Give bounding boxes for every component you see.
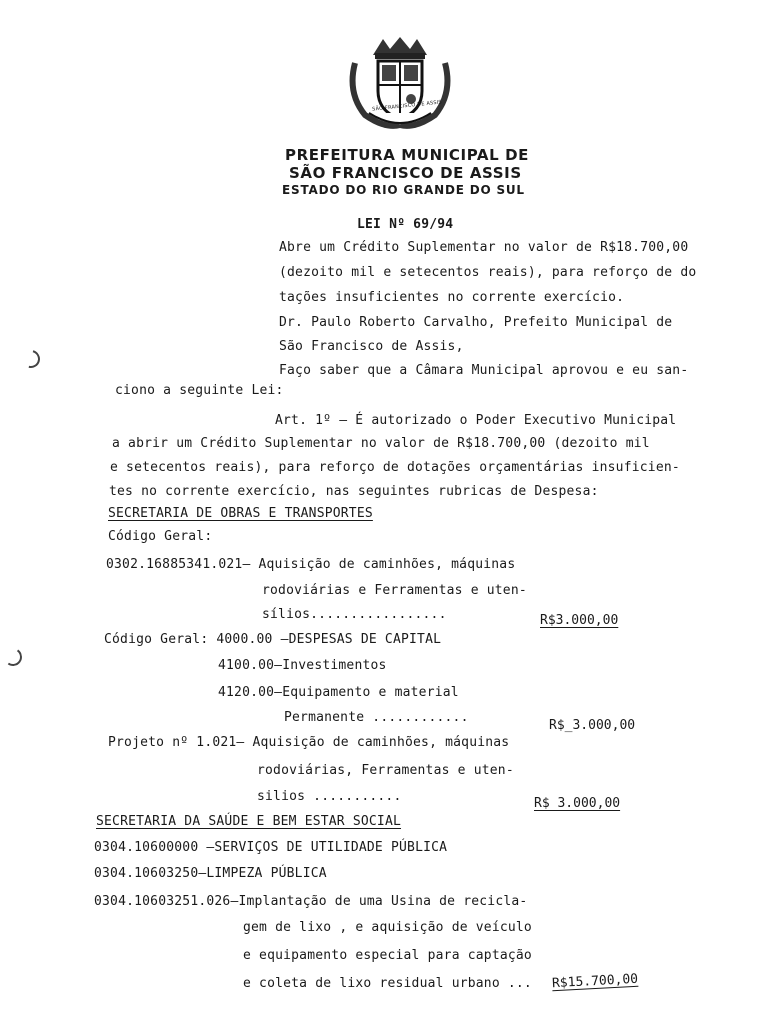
header-line-2: SÃO FRANCISCO DE ASSIS <box>289 164 522 182</box>
ementa-line-2: (dezoito mil e setecentos reais), para reforço de do <box>279 265 697 280</box>
crest-scroll-text: SÃO FRANCISCO DE ASSIS <box>371 99 443 113</box>
codigo-geral-label: Código Geral: <box>108 529 213 544</box>
usina-line-4: e coleta de lixo residual urbano ... <box>243 976 532 991</box>
section-title-obras: SECRETARIA DE OBRAS E TRANSPORTES <box>108 506 373 521</box>
permanente-line: Permanente ............ <box>284 710 469 725</box>
art1-line-2: a abrir um Crédito Suplementar no valor de R$18.700,00 (dezoito mil <box>112 436 650 451</box>
investimentos-line: 4100.00–Investimentos <box>218 658 387 673</box>
ementa-line-3: tações insuficientes no corrente exercício. <box>279 290 625 305</box>
intro-line-2: ciono a seguinte Lei: <box>115 383 284 398</box>
header-line-1: PREFEITURA MUNICIPAL DE <box>285 146 529 164</box>
item1-line-1: 0302.16885341.021– Aquisição de caminhões, máquinas <box>106 557 516 572</box>
ementa-line-1: Abre um Crédito Suplementar no valor de R$18.700,00 <box>279 240 689 255</box>
law-title: LEI Nº 69/94 <box>357 217 454 232</box>
art1-line-1: Art. 1º – É autorizado o Poder Executivo Municipal <box>275 413 677 428</box>
servicos-line: 0304.10600000 –SERVIÇOS DE UTILIDADE PÚBLICA <box>94 840 448 855</box>
projeto-line-3: silios ........... <box>257 789 402 804</box>
projeto-line-1: Projeto nº 1.021– Aquisição de caminhões, máquinas <box>108 735 510 750</box>
codigo-geral-capital: Código Geral: 4000.00 –DESPESAS DE CAPITAL <box>104 632 442 647</box>
art1-line-4: tes no corrente exercício, nas seguintes rubricas de Despesa: <box>109 484 599 499</box>
permanente-amount: R$_3.000,00 <box>549 718 636 733</box>
projeto-amount: R$ 3.000,00 <box>534 796 621 811</box>
usina-line-2: gem de lixo , e aquisição de veículo <box>243 920 532 935</box>
art1-line-3: e setecentos reais), para reforço de dotações orçamentárias insuficien- <box>110 460 680 475</box>
punch-hole-mark <box>19 347 44 372</box>
coat-of-arms-icon <box>345 33 455 133</box>
section-title-saude: SECRETARIA DA SAÚDE E BEM ESTAR SOCIAL <box>96 814 402 829</box>
limpeza-line: 0304.10603250–LIMPEZA PÚBLICA <box>94 866 327 881</box>
usina-line-1: 0304.10603251.026–Implantação de uma Usina de recicla- <box>94 894 528 909</box>
usina-amount: R$15.700,00 <box>551 971 639 992</box>
punch-hole-mark <box>3 647 24 668</box>
mayor-line-1: Dr. Paulo Roberto Carvalho, Prefeito Municipal de <box>279 315 673 330</box>
mayor-line-2: São Francisco de Assis, <box>279 339 464 354</box>
item1-amount: R$3.000,00 <box>540 613 619 628</box>
item1-line-2: rodoviárias e Ferramentas e uten- <box>262 583 527 598</box>
header-line-3: ESTADO DO RIO GRANDE DO SUL <box>282 183 525 197</box>
usina-line-3: e equipamento especial para captação <box>243 948 532 963</box>
equipamento-line: 4120.00–Equipamento e material <box>218 685 459 700</box>
projeto-line-2: rodoviárias, Ferramentas e uten- <box>257 763 514 778</box>
intro-line-1: Faço saber que a Câmara Municipal aprovou e eu san- <box>279 363 689 378</box>
item1-line-3: sílios................. <box>262 607 447 622</box>
